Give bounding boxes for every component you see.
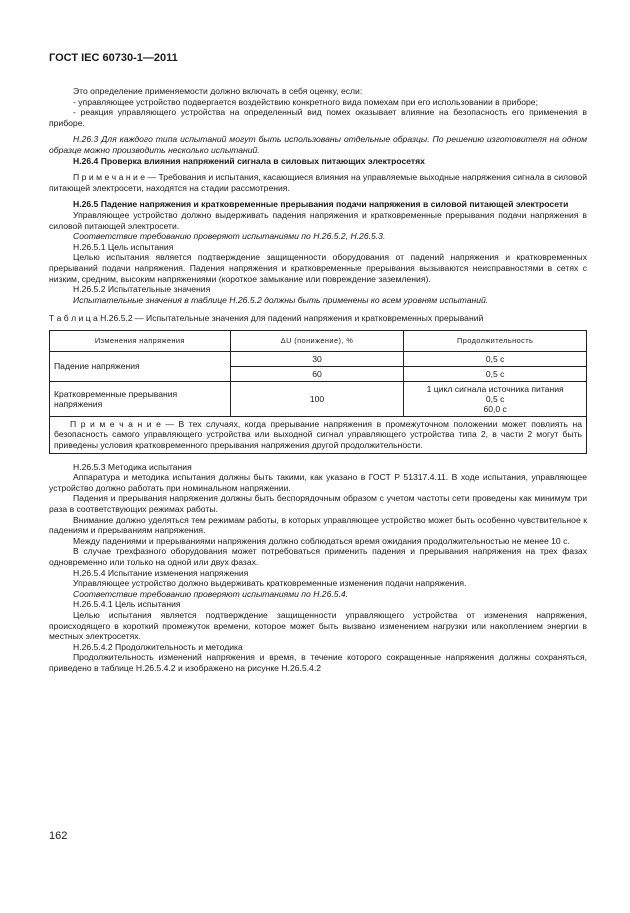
intro-paragraph: Это определение применяемости должно включать в себя оценку, если: — [73, 86, 363, 96]
paragraph: В случае трехфазного оборудования может потребоваться применить падения и прерывания напряжения на трех фазах одновременно или только на одной или двух фазах. — [49, 546, 587, 567]
section-h26-5-title: Н.26.5 Падение напряжения и кратковременные прерывания подачи напряжения в силовой питающей электросети — [73, 199, 569, 210]
note-text: — Требования и испытания, касающиеся влияния на управляемые выходные напряжения сигнала в силовой питающей электросети, находятся на стадии рассмотрения. — [49, 172, 587, 193]
table-note — [50, 416, 587, 453]
intro-bullet: - управляющее устройство подвергается воздействию конкретного вида помехам при его использовании в приборе; — [73, 96, 538, 107]
section-h26-5-3-title: Н.26.5.3 Методика испытания — [73, 461, 192, 472]
table-cell: Кратковременные прерывания напряжения — [50, 381, 231, 416]
duration-line: 1 цикл сигнала источника питания — [426, 383, 564, 394]
section-h26-5-4-1-title: Н.26.5.4.1 Цель испытания — [73, 599, 181, 610]
duration-line: 0,5 с — [485, 393, 505, 404]
paragraph: Между падениями и прерываниями напряжения должно соблюдаться время ожидания продолжительностью не менее 10 с. — [73, 535, 570, 546]
section-h26-5-4-title: Н.26.5.4 Испытание изменения напряжения — [73, 567, 249, 578]
section-h26-5-2-title: Н.26.5.2 Испытательные значения — [73, 284, 211, 295]
section-h26-4-title: Н.26.4 Проверка влияния напряжений сигнала в силовых питающих электросетях — [73, 155, 425, 166]
section-h26-3: Н.26.3 Для каждого типа испытаний могут быть использованы отдельные образцы. По решению изготовителя на одном образце можно производить несколько испытаний. — [49, 134, 587, 155]
table-header-cell: Изменения напряжения — [50, 330, 231, 351]
paragraph: Управляющее устройство должно выдерживать падения напряжения и кратковременные прерывания подачи напряжения в силовой питающей электросети. — [49, 209, 587, 231]
table-row — [50, 381, 587, 416]
duration-line: 60,0 с — [483, 403, 507, 414]
document-page — [49, 52, 587, 674]
paragraph: Продолжительность изменений напряжения и время, в течение которого сокращенные напряжения должны сохраняться, приведено в таблице Н.26.5.4.2 и изображено на рисунке Н.26.5.4.2 — [49, 652, 587, 673]
table-cell: 0,5 с — [404, 366, 587, 381]
paragraph: Падения и прерывания напряжения должны быть беспорядочным образом с учетом частоты сети проведены как минимум три раза в соответствующих режимах работы. — [49, 493, 587, 515]
section-h26-5-4-2-title: Н.26.5.4.2 Продолжительность и методика — [73, 641, 243, 652]
table-cell: 30 — [230, 351, 404, 366]
table-note-label: П р и м е ч а н и е — [70, 418, 161, 429]
table-caption — [49, 313, 587, 324]
note-label: П р и м е ч а н и е — [73, 172, 146, 183]
table-caption-label: Т а б л и ц а — [49, 313, 98, 324]
paragraph: Соответствие требованию проверяют испытаниями по Н.26.5.2, Н.26.5.3. — [73, 231, 386, 242]
table-note-row — [50, 416, 587, 453]
section-h26-5-1-title: Н.26.5.1 Цель испытания — [73, 241, 174, 252]
table-row — [50, 351, 587, 366]
paragraph: Соответствие требованию проверяют испытаниями по Н.26.5.4. — [73, 588, 349, 599]
paragraph: Управляющее устройство должно выдерживать кратковременные изменения подачи напряжения. — [73, 578, 467, 589]
page-number: 162 — [49, 830, 68, 842]
table-note-text: — В тех случаях, когда прерывание напряжения в промежуточном положении может повлиять на безопасность самого управляющего устройства или выходной сигнал управляющего устройства типа 2, в части 2 могут быть приведены условия кратковременного прерывания напряжения другой продолжительности. — [54, 418, 582, 451]
table-cell: 100 — [230, 381, 404, 416]
table-header-row — [50, 330, 587, 351]
paragraph: Целью испытания является подтверждение защищенности управляющего устройства от изменения напряжения, происходящего в короткий промежуток времени, которое может быть вызвано изменением нагрузки или накоплением энергии в местных электросетях. — [49, 609, 587, 642]
paragraph: Испытательные значения в таблице Н.26.5.2 должны быть применены ко всем уровням испытаний. — [73, 294, 489, 305]
test-values-table — [49, 330, 587, 454]
document-header: ГОСТ IEC 60730-1—2011 — [49, 52, 178, 64]
table-caption-text: Н.26.5.2 — Испытательные значения для падений напряжения и кратковременных прерываний — [97, 313, 484, 324]
table-header-cell: ΔU (понижение), % — [230, 330, 404, 351]
table-cell — [404, 381, 587, 416]
section-h26-4-note — [49, 172, 587, 193]
table-cell: Падение напряжения — [50, 351, 231, 381]
table-cell: 60 — [230, 366, 404, 381]
intro-bullet: - реакция управляющего устройства на определенный вид помех оказывает влияние на безопасность его применения в приборе. — [49, 107, 587, 128]
paragraph: Внимание должно уделяться тем режимам работы, в которых управляющее устройство может быть особенно чувствительное к падениям и прерываниям напряжения. — [49, 514, 587, 536]
table-cell: 0,5 с — [404, 351, 587, 366]
paragraph: Аппаратура и методика испытания должны быть такими, как указано в ГОСТ Р 51317.4.11. В ходе испытания, управляющее устройство должно работать при номинальном напряжении. — [49, 472, 587, 493]
table-header-cell: Продолжительность — [404, 330, 587, 351]
paragraph: Целью испытания является подтверждение защищенности оборудования от падений напряжения и кратковременных прерываний подачи напряжения. Падения напряжения и кратковременные прерывания вызываются неисправностями в сетях с низким, средним, высоким напряжениями (короткое замыкание или повреждение заземления). — [49, 252, 587, 284]
